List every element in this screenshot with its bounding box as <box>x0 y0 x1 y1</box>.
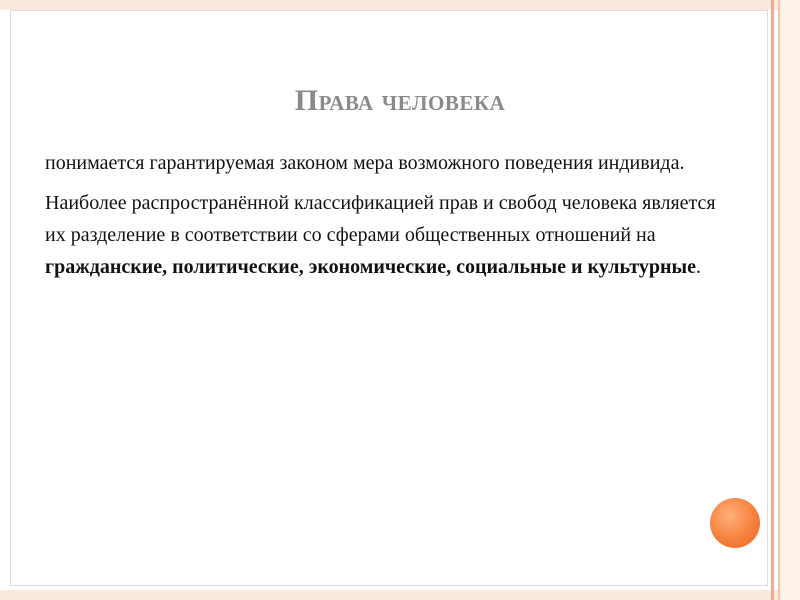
slide-title: Права человека <box>294 84 506 117</box>
right-decorative-band <box>780 0 800 600</box>
right-decorative-rule <box>771 0 774 600</box>
top-decorative-strip <box>0 0 800 10</box>
classification-end: . <box>696 256 702 278</box>
definition-paragraph: понимается гарантируемая законом мера возможного поведения индивида. <box>45 152 685 174</box>
right-decorative-rule-thin <box>778 0 780 600</box>
classification-categories: гражданские, политические, экономические, социальные и культурные <box>45 256 697 278</box>
slide-body <box>45 147 735 291</box>
classification-text: Наиболее распространённой классификацией прав и свобод человека является их разделение в соответствии со сферами общественных отношений на <box>45 192 716 246</box>
classification-paragraph <box>45 187 735 283</box>
bottom-decorative-strip <box>0 590 800 600</box>
orange-circle-icon <box>710 498 760 548</box>
